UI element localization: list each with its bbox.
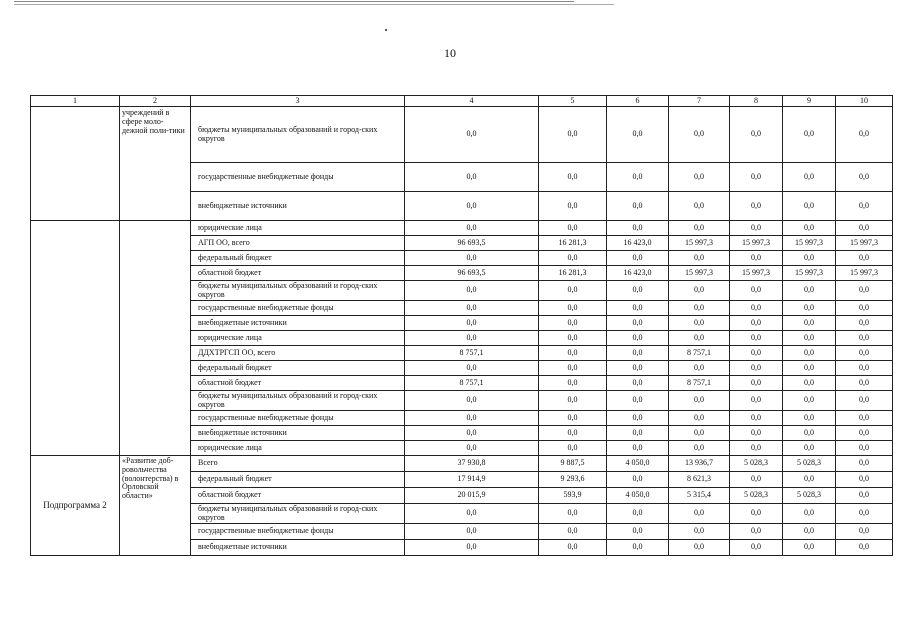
value-cell: 0,0 [730, 504, 783, 524]
funding-source-label: юридические лица [191, 221, 405, 236]
value-cell: 0,0 [539, 524, 607, 540]
value-cell: 0,0 [783, 107, 836, 163]
value-cell: 0,0 [405, 441, 539, 456]
value-cell: 8 757,1 [669, 376, 730, 391]
value-cell: 96 693,5 [405, 236, 539, 251]
value-cell: 0,0 [405, 301, 539, 316]
funding-source-label: бюджеты муниципальных образований и город-ских округов [191, 504, 405, 524]
funding-source-label: областной бюджет [191, 266, 405, 281]
table-row [31, 456, 893, 472]
value-cell: 0,0 [607, 391, 669, 411]
funding-source-label: государственные внебюджетные фонды [191, 163, 405, 192]
value-cell: 0,0 [405, 426, 539, 441]
column-header: 1 [31, 96, 120, 107]
funding-source-label: государственные внебюджетные фонды [191, 524, 405, 540]
value-cell: 0,0 [836, 376, 893, 391]
program-cell [31, 107, 120, 221]
value-cell: 0,0 [730, 411, 783, 426]
value-cell: 0,0 [836, 361, 893, 376]
value-cell: 0,0 [783, 426, 836, 441]
column-header: 5 [539, 96, 607, 107]
value-cell: 0,0 [607, 472, 669, 488]
value-cell: 0,0 [730, 163, 783, 192]
value-cell: 0,0 [669, 441, 730, 456]
funding-source-label: юридические лица [191, 331, 405, 346]
value-cell: 0,0 [539, 391, 607, 411]
column-header: 4 [405, 96, 539, 107]
value-cell: 0,0 [836, 163, 893, 192]
value-cell: 0,0 [836, 221, 893, 236]
value-cell: 0,0 [405, 361, 539, 376]
funding-source-label: юридические лица [191, 441, 405, 456]
value-cell: 0,0 [730, 346, 783, 361]
funding-source-label: федеральный бюджет [191, 251, 405, 266]
value-cell: 8 621,3 [669, 472, 730, 488]
value-cell: 0,0 [730, 391, 783, 411]
value-cell: 0,0 [783, 411, 836, 426]
table-row [31, 107, 893, 163]
value-cell: 0,0 [405, 163, 539, 192]
value-cell: 0,0 [730, 540, 783, 556]
value-cell: 0,0 [405, 504, 539, 524]
value-cell: 0,0 [607, 376, 669, 391]
value-cell: 16 281,3 [539, 236, 607, 251]
column-header: 7 [669, 96, 730, 107]
value-cell: 0,0 [539, 441, 607, 456]
value-cell: 5 028,3 [783, 456, 836, 472]
value-cell: 0,0 [607, 281, 669, 301]
value-cell: 0,0 [539, 316, 607, 331]
column-header: 2 [120, 96, 191, 107]
value-cell: 15 997,3 [783, 266, 836, 281]
value-cell: 0,0 [783, 316, 836, 331]
value-cell: 0,0 [836, 540, 893, 556]
value-cell: 0,0 [783, 472, 836, 488]
value-cell: 0,0 [836, 441, 893, 456]
value-cell: 16 423,0 [607, 236, 669, 251]
value-cell: 0,0 [607, 107, 669, 163]
value-cell: 0,0 [730, 361, 783, 376]
value-cell: 0,0 [730, 107, 783, 163]
value-cell: 0,0 [405, 107, 539, 163]
value-cell: 0,0 [405, 221, 539, 236]
page-number: 10 [444, 46, 456, 60]
value-cell: 0,0 [836, 301, 893, 316]
funding-source-label: внебюджетные источники [191, 192, 405, 221]
value-cell: 0,0 [836, 456, 893, 472]
value-cell: 0,0 [783, 331, 836, 346]
funding-source-label: АГП ОО, всего [191, 236, 405, 251]
value-cell: 0,0 [836, 316, 893, 331]
value-cell: 0,0 [730, 301, 783, 316]
value-cell: 0,0 [405, 192, 539, 221]
funding-source-label: областной бюджет [191, 376, 405, 391]
value-cell: 0,0 [539, 107, 607, 163]
value-cell: 0,0 [669, 426, 730, 441]
value-cell: 0,0 [607, 331, 669, 346]
value-cell: 0,0 [405, 524, 539, 540]
value-cell: 0,0 [836, 107, 893, 163]
value-cell: 13 936,7 [669, 456, 730, 472]
value-cell: 5 028,3 [730, 488, 783, 504]
value-cell: 0,0 [730, 376, 783, 391]
value-cell: 0,0 [539, 346, 607, 361]
value-cell: 0,0 [836, 281, 893, 301]
value-cell: 0,0 [836, 391, 893, 411]
value-cell: 0,0 [730, 251, 783, 266]
value-cell: 8 757,1 [405, 346, 539, 361]
value-cell: 0,0 [783, 391, 836, 411]
value-cell: 8 757,1 [405, 376, 539, 391]
value-cell: 0,0 [730, 221, 783, 236]
value-cell: 0,0 [539, 411, 607, 426]
value-cell: 15 997,3 [836, 266, 893, 281]
value-cell: 5 315,4 [669, 488, 730, 504]
value-cell: 0,0 [669, 504, 730, 524]
column-header: 3 [191, 96, 405, 107]
value-cell: 0,0 [669, 221, 730, 236]
funding-source-label: государственные внебюджетные фонды [191, 411, 405, 426]
value-cell: 4 050,0 [607, 488, 669, 504]
value-cell: 0,0 [669, 411, 730, 426]
value-cell: 0,0 [539, 301, 607, 316]
funding-source-label: ДДХТРГСП ОО, всего [191, 346, 405, 361]
funding-source-label: федеральный бюджет [191, 361, 405, 376]
value-cell: 0,0 [669, 391, 730, 411]
funding-source-label: бюджеты муниципальных образований и город-ских округов [191, 107, 405, 163]
value-cell: 0,0 [669, 316, 730, 331]
value-cell: 96 693,5 [405, 266, 539, 281]
value-cell: 0,0 [607, 316, 669, 331]
value-cell: 0,0 [539, 426, 607, 441]
value-cell: 0,0 [607, 441, 669, 456]
value-cell: 0,0 [783, 221, 836, 236]
column-header: 6 [607, 96, 669, 107]
value-cell: 0,0 [669, 163, 730, 192]
column-header: 9 [783, 96, 836, 107]
value-cell: 0,0 [783, 441, 836, 456]
value-cell: 0,0 [539, 221, 607, 236]
value-cell: 0,0 [539, 504, 607, 524]
value-cell: 0,0 [730, 426, 783, 441]
value-cell: 0,0 [669, 540, 730, 556]
header-row [31, 96, 893, 107]
funding-source-label: внебюджетные источники [191, 316, 405, 331]
value-cell: 0,0 [669, 301, 730, 316]
top-rule-secondary [14, 4, 614, 5]
value-cell: 15 997,3 [730, 266, 783, 281]
subprogram-cell: Подпрограмма 2 [31, 456, 120, 556]
value-cell: 0,0 [836, 251, 893, 266]
value-cell: 0,0 [836, 504, 893, 524]
program-name-cell: учреждений в сфере моло-дежной поли-тики [120, 107, 191, 221]
value-cell: 5 028,3 [730, 456, 783, 472]
value-cell: 0,0 [539, 251, 607, 266]
value-cell: 0,0 [730, 331, 783, 346]
value-cell: 9 293,6 [539, 472, 607, 488]
funding-source-label: областной бюджет [191, 488, 405, 504]
value-cell: 0,0 [405, 281, 539, 301]
value-cell: 0,0 [669, 331, 730, 346]
value-cell: 0,0 [539, 192, 607, 221]
value-cell: 0,0 [836, 192, 893, 221]
value-cell: 0,0 [405, 540, 539, 556]
value-cell: 15 997,3 [783, 236, 836, 251]
value-cell: 0,0 [730, 441, 783, 456]
value-cell: 0,0 [783, 346, 836, 361]
value-cell: 0,0 [669, 361, 730, 376]
value-cell: 16 423,0 [607, 266, 669, 281]
value-cell: 0,0 [539, 361, 607, 376]
subprogram-name-cell: «Развитие доб-ровольчества (волонтерства) в Орловской области» [120, 456, 191, 556]
value-cell: 0,0 [836, 472, 893, 488]
value-cell: 0,0 [783, 251, 836, 266]
value-cell: 9 887,5 [539, 456, 607, 472]
value-cell: 0,0 [783, 540, 836, 556]
value-cell: 0,0 [539, 376, 607, 391]
value-cell: 0,0 [836, 524, 893, 540]
value-cell: 0,0 [783, 301, 836, 316]
funding-source-label: внебюджетные источники [191, 540, 405, 556]
value-cell: 17 914,9 [405, 472, 539, 488]
value-cell: 0,0 [783, 192, 836, 221]
value-cell: 0,0 [730, 472, 783, 488]
value-cell: 0,0 [607, 192, 669, 221]
value-cell: 15 997,3 [669, 236, 730, 251]
value-cell: 0,0 [730, 281, 783, 301]
value-cell: 0,0 [539, 281, 607, 301]
value-cell: 0,0 [669, 107, 730, 163]
funding-source-label: государственные внебюджетные фонды [191, 301, 405, 316]
value-cell: 0,0 [783, 524, 836, 540]
value-cell: 0,0 [783, 376, 836, 391]
funding-source-label: Всего [191, 456, 405, 472]
value-cell: 0,0 [836, 346, 893, 361]
value-cell: 37 930,8 [405, 456, 539, 472]
column-header: 10 [836, 96, 893, 107]
value-cell: 0,0 [607, 524, 669, 540]
value-cell: 0,0 [730, 192, 783, 221]
top-rule [14, 1, 574, 2]
budget-table [30, 95, 893, 556]
value-cell: 0,0 [607, 251, 669, 266]
funding-source-label: федеральный бюджет [191, 472, 405, 488]
value-cell: 593,9 [539, 488, 607, 504]
value-cell: 5 028,3 [783, 488, 836, 504]
value-cell: 0,0 [539, 163, 607, 192]
value-cell: 0,0 [607, 163, 669, 192]
value-cell: 0,0 [539, 540, 607, 556]
value-cell: 0,0 [607, 221, 669, 236]
value-cell: 15 997,3 [836, 236, 893, 251]
value-cell: 8 757,1 [669, 346, 730, 361]
value-cell: 0,0 [836, 426, 893, 441]
value-cell: 0,0 [836, 411, 893, 426]
value-cell: 0,0 [730, 316, 783, 331]
value-cell: 15 997,3 [669, 266, 730, 281]
value-cell: 0,0 [836, 331, 893, 346]
value-cell: 0,0 [607, 504, 669, 524]
speck-mark [385, 29, 387, 31]
value-cell: 0,0 [730, 524, 783, 540]
table-row [31, 221, 893, 236]
value-cell: 0,0 [607, 540, 669, 556]
value-cell: 0,0 [607, 301, 669, 316]
value-cell: 0,0 [669, 192, 730, 221]
value-cell: 0,0 [607, 346, 669, 361]
funding-source-label: бюджеты муниципальных образований и город-ских округов [191, 391, 405, 411]
value-cell: 0,0 [783, 504, 836, 524]
value-cell: 0,0 [783, 163, 836, 192]
funding-source-label: внебюджетные источники [191, 426, 405, 441]
value-cell: 15 997,3 [730, 236, 783, 251]
program-cell [31, 221, 120, 456]
value-cell: 0,0 [783, 281, 836, 301]
value-cell: 16 281,3 [539, 266, 607, 281]
column-header: 8 [730, 96, 783, 107]
value-cell: 0,0 [405, 316, 539, 331]
value-cell: 0,0 [607, 361, 669, 376]
value-cell: 0,0 [669, 251, 730, 266]
value-cell: 0,0 [607, 411, 669, 426]
value-cell: 0,0 [405, 331, 539, 346]
value-cell: 0,0 [405, 411, 539, 426]
value-cell: 0,0 [405, 251, 539, 266]
funding-source-label: бюджеты муниципальных образований и город-ских округов [191, 281, 405, 301]
value-cell: 0,0 [405, 391, 539, 411]
value-cell: 20 015,9 [405, 488, 539, 504]
value-cell: 0,0 [539, 331, 607, 346]
value-cell: 0,0 [836, 488, 893, 504]
value-cell: 0,0 [783, 361, 836, 376]
value-cell: 4 050,0 [607, 456, 669, 472]
value-cell: 0,0 [669, 524, 730, 540]
value-cell: 0,0 [669, 281, 730, 301]
value-cell: 0,0 [607, 426, 669, 441]
program-name-cell [120, 221, 191, 456]
